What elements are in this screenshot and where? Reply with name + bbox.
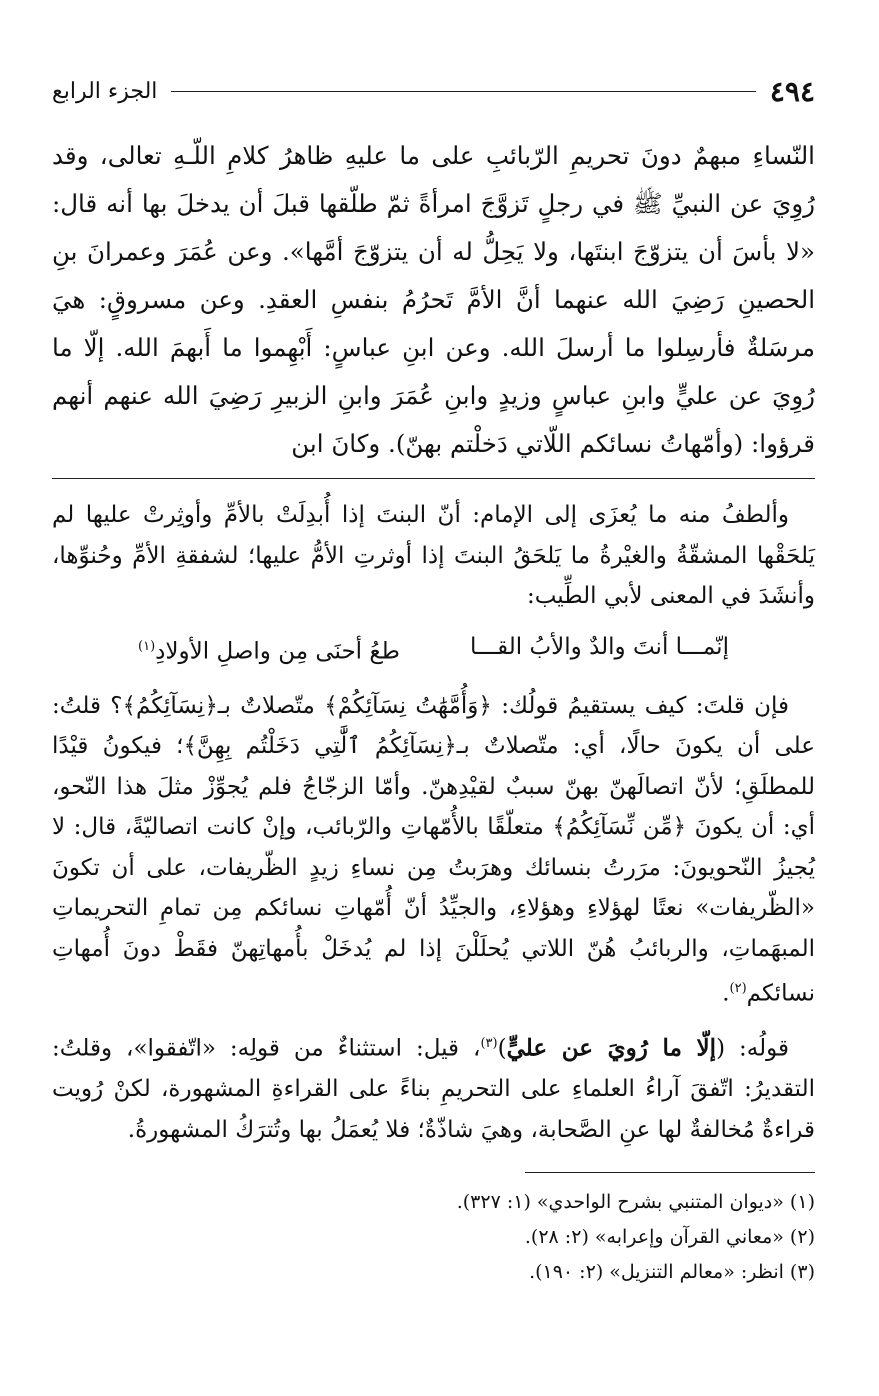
poetry-verse xyxy=(52,627,815,672)
p3-close: ) xyxy=(497,1035,507,1062)
verse-second-hemistich xyxy=(138,627,400,672)
main-text: النّساءِ مبهمٌ دونَ تحريمِ الرّبائبِ على ما عليهِ ظاهرُ كلامِ اللّـهِ تعالى، وقد رُوِيَ عن النبيِّ ﷺ في رجلٍ تَزوَّجَ امرأةً ثمّ طلّقها قبلَ أن يدخلَ بها أنه قال: «لا بأسَ أن يتزوّجَ ابنتَها، ولا يَحِلُّ له أن يتزوّجَ أمَّها». وعن عُمَرَ وعمرانَ بنِ الحصينِ رَضِيَ الله عنهما أنَّ الأمَّ تَحرُمُ بنفسِ العقدِ. وعن مسروقٍ: هيَ مرسَلةٌ فأرسِلوا ما أرسلَ الله. وعن ابنِ عباسٍ: أَبْهِموا ما أَبهمَ الله. إلّا ما رُوِيَ عن عليٍّ وابنِ عباسٍ وزيدٍ وابنِ عُمَرَ وابنِ الزبيرِ رَضِيَ الله عنهم أنهم قرؤوا: (وأمّهاتُ نسائكم اللّاتي دَخلْتم بهنّ). وكانَ ابن xyxy=(52,141,815,458)
p3-rest: ، قيل: استثناءٌ من قولِه: «اتّفقوا»، وقلتُ: التقديرُ: اتّفقَ آراءُ العلماءِ على التحريمِ بناءً على القراءةِ المشهورة، لكنْ رُويت قراءةٌ مُخالفةٌ لها عنِ الصَّحابة، وهيَ شاذّةٌ؛ فلا يُعمَلُ بها وتُترَكُ المشهورةُ. xyxy=(52,1035,815,1143)
footnote-1: (١) «ديوان المتنبي بشرح الواحدي» (١: ٣٢٧). xyxy=(456,1191,815,1214)
footnotes xyxy=(52,1185,815,1290)
page-number: ٤٩٤ xyxy=(769,74,815,108)
p3-lead: قولُه: ( xyxy=(716,1035,789,1062)
page-header xyxy=(52,70,815,112)
p3-quoted-phrase: إلّا ما رُويَ عن عليٍّ xyxy=(506,1034,717,1062)
commentary-block xyxy=(52,495,815,1150)
footnote-ref-2: (٢) xyxy=(729,981,747,997)
running-title: الجزء الرابع xyxy=(52,78,158,104)
footnote-3: (٣) انظر: «معالم التنزيل» (٢: ١٩٠). xyxy=(529,1261,815,1284)
commentary-paragraph-1: وألطفُ منه ما يُعزَى إلى الإمام: أنّ البنتَ إذا أُبدِلَتْ بالأمِّ وأوثِرتْ عليها لم يَلحَقْها المشقّةُ والغيْرةُ ما يَلحَقُ البنتَ إذا أوثرتِ الأمُّ عليها؛ لشفقةِ الأمِّ وحُنوِّها، وأنشَدَ في المعنى لأبي الطِّيب: xyxy=(52,502,815,609)
verse-first-hemistich: إنّمـــا أنتَ والدٌ والأبُ القـــا xyxy=(469,633,729,660)
footnote-ref-3: (٣) xyxy=(480,1036,498,1052)
commentary-paragraph-2: فإن قلتَ: كيف يستقيمُ قولُك: ﴿وَأُمَّهَٰتُ نِسَآئِكُمْ﴾ متّصلاتٌ بـ﴿نِسَآئِكُمُ﴾؟ قلتُ: على أن يكونَ حالًا، أي: متّصلاتٌ بـ﴿نِسَآئِكُمُ ٱلَّٰتِي دَخَلْتُم بِهِنَّ﴾؛ فيكونُ قيْدًا للمطلَقِ؛ لأنّ اتصالَهنّ بهنّ سببٌ لقيْدِهنّ. وأمّا الزجّاجُ فلم يُجوِّزْ مثلَ هذا النّحو، أي: أن يكونَ ﴿مِّن نِّسَآئِكُمُ﴾ متعلّقًا بالأُمّهاتِ والرّبائب، وإنْ كانت اتصاليّةً، قال: لا يُجيزُ النّحويونَ: مرَرتُ بنسائك وهرَبتُ مِن نساءِ زيدٍ الظّريفات، على أن تكونَ «الظّريفات» نعتًا لهؤلاءِ وهؤلاءِ، والجيِّدُ أنّ أُمّهاتِ نسائكم مِن تمامِ التحريماتِ المبهَماتِ، والربائبُ هُنّ اللاتي يُحلَلْنَ إذا لم يُدخَلْ بأُمهاتِهنّ فقَطْ دونَ أُمهاتِ نسائكم$^{(٢)}$. xyxy=(52,692,816,1007)
footnote-ref-1: (١) xyxy=(138,638,156,654)
header-rule xyxy=(171,91,755,92)
verse-second-text: طعُ أحنَى مِن واصلِ الأولادِ xyxy=(155,638,400,665)
commentary-divider xyxy=(52,478,815,479)
commentary-paragraph-2-text: فإن قلتَ: كيف يستقيمُ قولُك: ﴿وَأُمَّهَٰتُ نِسَآئِكُمْ﴾ متّصلاتٌ بـ﴿نِسَآئِكُمُ﴾؟ قلتُ: على أن يكونَ حالًا، أي: متّصلاتٌ بـ﴿نِسَآئِكُمُ ٱلَّٰتِي دَخَلْتُم بِهِنَّ﴾؛ فيكونُ قيْدًا للمطلَقِ؛ لأنّ اتصالَهنّ بهنّ سببٌ لقيْدِهنّ. وأمّا الزجّاجُ فلم يُجوِّزْ مثلَ هذا النّحو، أي: أن يكونَ ﴿مِّن نِّسَآئِكُمُ﴾ متعلّقًا بالأُمّهاتِ والرّبائب، وإنْ كانت اتصاليّةً، قال: لا يُجيزُ النّحويونَ: مرَرتُ بنسائك وهرَبتُ مِن نساءِ زيدٍ الظّريفات، على أن تكونَ «الظّريفات» نعتًا لهؤلاءِ وهؤلاءِ، والجيِّدُ أنّ أُمّهاتِ نسائكم مِن تمامِ التحريماتِ المبهَماتِ، والربائبُ هُنّ اللاتي يُحلَلْنَ إذا لم يُدخَلْ بأُمهاتِهنّ فقَطْ دونَ أُمهاتِ نسائكم xyxy=(52,692,816,1007)
commentary-paragraph-3 xyxy=(52,1024,815,1150)
book-page xyxy=(52,70,815,1290)
footnote-rule xyxy=(525,1172,815,1173)
main-text-block xyxy=(52,132,815,468)
footnote-2: (٢) «معاني القرآن وإعرابه» (٢: ٢٨). xyxy=(524,1226,815,1249)
